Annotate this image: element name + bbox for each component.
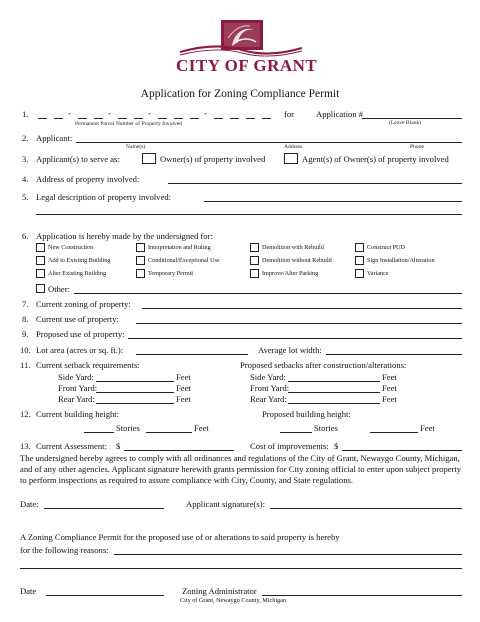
row3-number: 3. — [22, 154, 29, 164]
agreement-line-3: to perform inspections as required to assure compliance with City, County, and State regulations. — [20, 475, 354, 485]
legal-description-label: Legal description of property involved: — [36, 192, 172, 202]
city-logo — [176, 18, 318, 75]
current-rear-yard-field[interactable] — [96, 403, 174, 404]
current-side-feet: Feet — [176, 372, 191, 382]
option-improve-parking: Improve/Alter Parking — [262, 270, 319, 277]
applicant-signature-label: Applicant signature(s): — [186, 499, 265, 509]
lot-area-field[interactable] — [136, 354, 248, 355]
current-assessment-label: Current Assessment: — [36, 441, 107, 451]
zoning-admin-field[interactable] — [262, 595, 462, 596]
page-title: Application for Zoning Compliance Permit — [140, 88, 340, 100]
row9-number: 9. — [22, 329, 29, 339]
logo-text: CITY OF GRANT — [176, 56, 318, 75]
applicant-field[interactable] — [76, 142, 462, 143]
option-checkbox[interactable] — [355, 269, 364, 278]
name-caption: Name(s) — [126, 144, 146, 150]
parcel-caption: Permanent Parcel Number of Property Involved — [75, 121, 183, 127]
current-assessment-dollar: $ — [116, 441, 121, 451]
city-emblem-icon — [176, 18, 306, 58]
legal-description-line-2[interactable] — [36, 214, 462, 215]
option-add-existing: Add to Existing Building — [48, 257, 111, 264]
option-construct-pud: Construct PUD — [367, 244, 405, 251]
current-rear-yard-label: Rear Yard: — [58, 394, 95, 404]
current-front-yard-label: Front Yard: — [58, 383, 98, 393]
proposed-side-feet: Feet — [382, 372, 397, 382]
owner-label: Owner(s) of property involved — [160, 154, 266, 164]
option-checkbox[interactable] — [136, 243, 145, 252]
cost-improvements-dollar: $ — [334, 441, 339, 451]
proposed-front-yard-field[interactable] — [288, 392, 380, 393]
parcel-digit-8[interactable] — [174, 118, 183, 119]
row7-number: 7. — [22, 299, 29, 309]
parcel-digit-1[interactable] — [38, 118, 47, 119]
option-temporary-permit: Temporary Permit — [148, 270, 194, 277]
option-checkbox[interactable] — [36, 243, 45, 252]
signature-date-label: Date: — [20, 499, 39, 509]
legal-description-field[interactable] — [204, 201, 462, 202]
address-caption: Address — [284, 144, 303, 150]
parcel-digit-9[interactable] — [190, 118, 199, 119]
option-checkbox[interactable] — [250, 256, 259, 265]
row11-number: 11. — [20, 360, 31, 370]
current-height-feet-field[interactable] — [146, 432, 192, 433]
proposed-stories-label: Stories — [314, 423, 338, 433]
proposed-height-label: Proposed building height: — [262, 409, 351, 419]
address-involved-field[interactable] — [168, 183, 462, 184]
current-zoning-field[interactable] — [142, 308, 462, 309]
address-involved-label: Address of property involved: — [36, 174, 140, 184]
cost-improvements-label: Cost of improvements: — [250, 441, 329, 451]
current-use-label: Current use of property: — [36, 314, 119, 324]
parcel-digit-5[interactable] — [118, 118, 127, 119]
option-variance: Variance — [367, 270, 389, 277]
option-checkbox[interactable] — [36, 256, 45, 265]
application-number-field[interactable] — [362, 118, 462, 119]
reasons-field[interactable] — [114, 554, 462, 555]
proposed-height-feet-field[interactable] — [370, 432, 418, 433]
proposed-use-label: Proposed use of property: — [36, 329, 125, 339]
option-alter-existing: Alter Existing Building — [48, 270, 107, 277]
current-front-yard-field[interactable] — [96, 392, 174, 393]
parcel-digit-13[interactable] — [262, 118, 271, 119]
footer-date-label: Date — [20, 586, 37, 596]
reasons-line-2[interactable] — [20, 568, 462, 569]
current-side-yard-field[interactable] — [96, 381, 174, 382]
proposed-side-yard-label: Side Yard: — [250, 372, 286, 382]
proposed-setback-label: Proposed setbacks after construction/alterations: — [240, 360, 407, 370]
agent-label: Agent(s) of Owner(s) of property involved — [302, 154, 449, 164]
leave-blank-caption: (Leave Blank) — [389, 120, 422, 126]
proposed-rear-yard-field[interactable] — [288, 403, 380, 404]
application-for-label: Application is hereby made by the undersigned for: — [36, 231, 213, 241]
current-height-feet-label: Feet — [194, 423, 209, 433]
option-checkbox[interactable] — [355, 243, 364, 252]
option-checkbox[interactable] — [36, 269, 45, 278]
lot-width-field[interactable] — [326, 354, 462, 355]
option-sign-installation: Sign Installation/Alteration — [367, 257, 435, 264]
option-checkbox[interactable] — [250, 243, 259, 252]
current-zoning-label: Current zoning of property: — [36, 299, 131, 309]
option-other-checkbox[interactable] — [36, 284, 45, 293]
current-rear-feet: Feet — [176, 394, 191, 404]
option-conditional-use: Conditional/Exceptional Use — [148, 257, 220, 264]
proposed-side-yard-field[interactable] — [288, 381, 380, 382]
current-stories-label: Stories — [116, 423, 140, 433]
row1-number: 1. — [22, 109, 29, 119]
proposed-stories-field[interactable] — [280, 432, 312, 433]
row13-number: 13. — [20, 441, 31, 451]
applicant-label: Applicant: — [36, 133, 73, 143]
parcel-digit-7[interactable] — [158, 118, 167, 119]
agent-checkbox[interactable] — [284, 153, 298, 164]
current-use-field[interactable] — [136, 323, 462, 324]
parcel-digit-2[interactable] — [54, 118, 63, 119]
current-height-label: Current building height: — [36, 409, 120, 419]
applicant-signature-field[interactable] — [270, 508, 462, 509]
proposed-front-yard-label: Front Yard: — [250, 383, 290, 393]
proposed-front-feet: Feet — [382, 383, 397, 393]
agreement-line-1: The undersigned hereby agrees to comply with all ordinances and regulations of the City of Grant, Newaygo County, Michigan, — [20, 453, 460, 463]
for-label: for — [284, 109, 295, 119]
parcel-digit-12[interactable] — [246, 118, 255, 119]
proposed-use-field[interactable] — [128, 338, 462, 339]
row2-number: 2. — [22, 133, 29, 143]
denial-line-2: for the following reasons: — [20, 545, 109, 555]
parcel-digit-6[interactable] — [134, 118, 143, 119]
current-stories-field[interactable] — [84, 432, 114, 433]
row5-number: 5. — [22, 192, 29, 202]
lot-area-label: Lot area (acres or sq. ft.): — [36, 345, 124, 355]
owner-checkbox[interactable] — [142, 153, 156, 164]
row6-number: 6. — [22, 231, 29, 241]
option-other-field[interactable] — [74, 293, 462, 294]
current-setback-label: Current setback requirements: — [36, 360, 140, 370]
serve-as-label: Applicant(s) to serve as: — [36, 154, 120, 164]
row12-number: 12. — [20, 409, 31, 419]
parcel-digit-3[interactable] — [78, 118, 87, 119]
signature-date-field[interactable] — [44, 508, 164, 509]
phone-caption: Phone — [410, 144, 424, 150]
cost-improvements-field[interactable] — [342, 450, 462, 451]
option-checkbox[interactable] — [250, 269, 259, 278]
parcel-digit-11[interactable] — [230, 118, 239, 119]
parcel-separator: - — [148, 108, 151, 118]
denial-line-1: A Zoning Compliance Permit for the proposed use of or alterations to said property is hereby — [20, 532, 340, 542]
parcel-separator: - — [68, 108, 71, 118]
agreement-line-2: and of any other agencies. Applicant signature herewith grants permission for City zoning official to enter upon subject property — [20, 464, 462, 474]
current-front-feet: Feet — [176, 383, 191, 393]
proposed-height-feet-label: Feet — [420, 423, 435, 433]
proposed-rear-yard-label: Rear Yard: — [250, 394, 287, 404]
option-interpretation-ruling: Interpretation and Ruling — [148, 244, 211, 251]
option-checkbox[interactable] — [355, 256, 364, 265]
option-demolition-rebuild: Demolition with Rebuild — [262, 244, 324, 251]
parcel-separator: - — [108, 108, 111, 118]
application-number-label: Application # — [316, 109, 364, 119]
option-checkbox[interactable] — [136, 256, 145, 265]
current-side-yard-label: Side Yard: — [58, 372, 94, 382]
option-other-label: Other: — [48, 284, 70, 294]
footer-date-field[interactable] — [46, 595, 164, 596]
row4-number: 4. — [22, 174, 29, 184]
lot-width-label: Average lot width: — [258, 345, 322, 355]
current-assessment-field[interactable] — [124, 450, 234, 451]
parcel-separator: - — [204, 108, 207, 118]
option-demolition-no-rebuild: Demolition without Rebuild — [262, 257, 332, 264]
parcel-digit-10[interactable] — [214, 118, 223, 119]
zoning-admin-label: Zoning Administrator — [182, 586, 257, 596]
option-new-construction: New Construction — [48, 244, 94, 251]
option-checkbox[interactable] — [136, 269, 145, 278]
row10-number: 10. — [20, 345, 31, 355]
zoning-admin-sub: City of Grant, Newaygo County, Michigan — [180, 597, 286, 604]
parcel-digit-4[interactable] — [94, 118, 103, 119]
row8-number: 8. — [22, 314, 29, 324]
proposed-rear-feet: Feet — [382, 394, 397, 404]
